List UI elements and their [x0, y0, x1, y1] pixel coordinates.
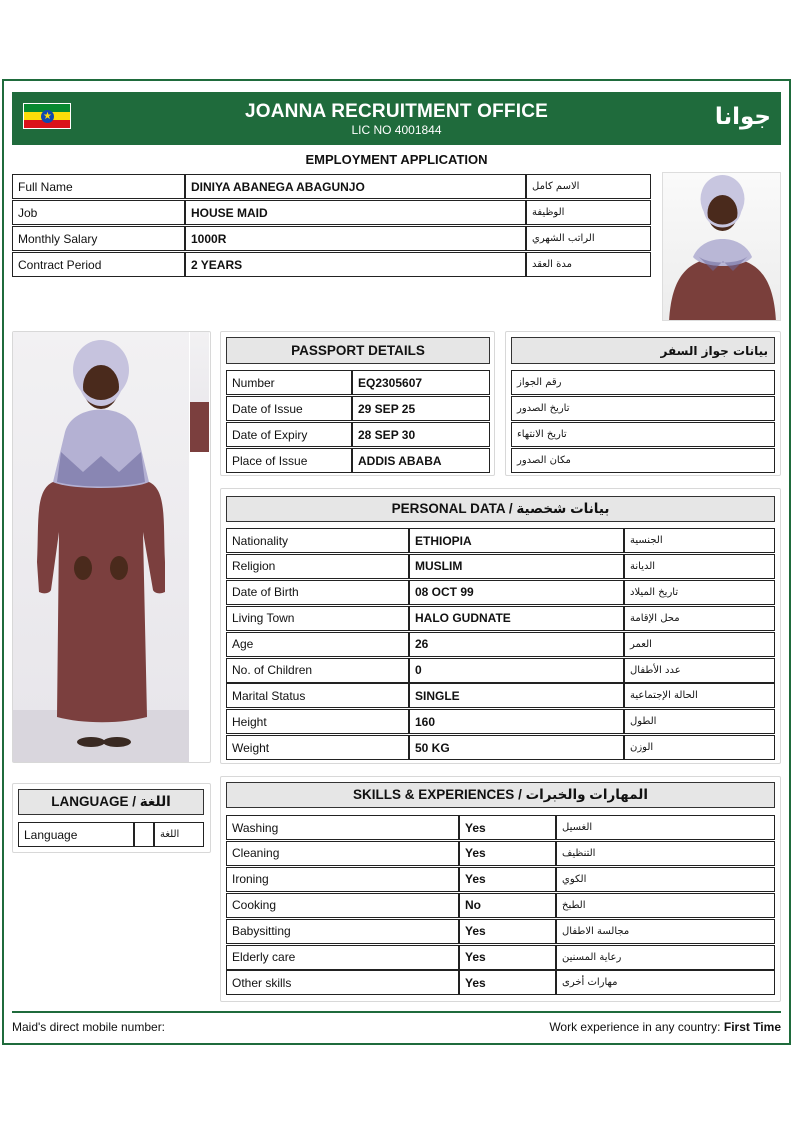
- skill-ar: الطبخ: [556, 893, 775, 918]
- skill-row: [226, 815, 775, 840]
- skill-ar: الغسيل: [556, 815, 775, 840]
- passport-label: Date of Issue: [226, 396, 352, 421]
- skills-title: SKILLS & EXPERIENCES / المهارات والخبرات: [226, 782, 775, 808]
- personal-ar: الجنسية: [624, 528, 775, 553]
- language-title: LANGUAGE / اللغة: [18, 789, 204, 815]
- personal-ar: محل الإقامة: [624, 606, 775, 631]
- skill-label: Cleaning: [226, 841, 459, 866]
- personal-value: 160: [409, 709, 624, 734]
- skill-label: Washing: [226, 815, 459, 840]
- office-name-arabic: جوانا: [714, 104, 771, 130]
- passport-ar: رقم الجواز: [511, 370, 775, 395]
- main-info-value: 1000R: [185, 226, 526, 251]
- skill-label: Ironing: [226, 867, 459, 892]
- main-info-row: [12, 226, 651, 251]
- skill-ar: رعاية المسنين: [556, 945, 775, 970]
- footer-divider: [12, 1011, 781, 1013]
- skill-ar: مجالسة الاطفال: [556, 919, 775, 944]
- personal-value: ETHIOPIA: [409, 528, 624, 553]
- personal-row: [226, 528, 775, 553]
- skill-value: Yes: [459, 970, 556, 995]
- personal-ar: الحالة الإجتماعية: [624, 683, 775, 708]
- skill-ar: التنظيف: [556, 841, 775, 866]
- full-body-photo: [13, 332, 189, 762]
- skill-row: [226, 970, 775, 995]
- personal-value: SINGLE: [409, 683, 624, 708]
- personal-row: [226, 658, 775, 683]
- passport-value: ADDIS ABABA: [352, 448, 490, 473]
- mobile-label: Maid's direct mobile number:: [12, 1020, 166, 1034]
- personal-value: HALO GUDNATE: [409, 606, 624, 631]
- ethiopia-flag-icon: ★: [23, 103, 71, 129]
- personal-data-title: PERSONAL DATA / بيانات شخصية: [226, 496, 775, 522]
- skill-label: Other skills: [226, 970, 459, 995]
- work-experience: [549, 1020, 781, 1034]
- passport-value: 29 SEP 25: [352, 396, 490, 421]
- language-row: [18, 822, 204, 847]
- main-info-ar: الوظيفة: [526, 200, 651, 225]
- personal-ar: تاريخ الميلاد: [624, 580, 775, 605]
- main-info-row: [12, 200, 651, 225]
- skill-value: Yes: [459, 919, 556, 944]
- personal-ar: الطول: [624, 709, 775, 734]
- personal-label: Marital Status: [226, 683, 409, 708]
- skill-value: Yes: [459, 815, 556, 840]
- passport-row: [226, 370, 775, 395]
- personal-value: 08 OCT 99: [409, 580, 624, 605]
- main-info-ar: مدة العقد: [526, 252, 651, 277]
- main-info-label: Job: [12, 200, 185, 225]
- language-value: [134, 822, 154, 847]
- passport-label: Date of Expiry: [226, 422, 352, 447]
- passport-title-arabic: بيانات جواز السفر: [511, 337, 775, 364]
- portrait-photo: [662, 172, 781, 321]
- main-info-label: Monthly Salary: [12, 226, 185, 251]
- personal-ar: العمر: [624, 632, 775, 657]
- personal-label: Date of Birth: [226, 580, 409, 605]
- skill-label: Elderly care: [226, 945, 459, 970]
- personal-ar: عدد الأطفال: [624, 658, 775, 683]
- main-info-ar: الراتب الشهري: [526, 226, 651, 251]
- passport-label: Number: [226, 370, 352, 395]
- passport-row: [226, 448, 775, 473]
- main-info-ar: الاسم كامل: [526, 174, 651, 199]
- passport-ar: مكان الصدور: [511, 448, 775, 473]
- personal-row: [226, 580, 775, 605]
- main-info-value: HOUSE MAID: [185, 200, 526, 225]
- mobile-number: [12, 1020, 165, 1034]
- skill-value: No: [459, 893, 556, 918]
- skill-row: [226, 867, 775, 892]
- skill-ar: مهارات أخرى: [556, 970, 775, 995]
- main-info-label: Contract Period: [12, 252, 185, 277]
- personal-ar: الوزن: [624, 735, 775, 760]
- personal-label: Religion: [226, 554, 409, 579]
- skill-label: Babysitting: [226, 919, 459, 944]
- personal-label: Height: [226, 709, 409, 734]
- personal-label: No. of Children: [226, 658, 409, 683]
- skill-row: [226, 841, 775, 866]
- experience-value: First Time: [723, 1020, 781, 1034]
- personal-value: 50 KG: [409, 735, 624, 760]
- personal-row: [226, 606, 775, 631]
- personal-label: Age: [226, 632, 409, 657]
- main-info-label: Full Name: [12, 174, 185, 199]
- skill-value: Yes: [459, 867, 556, 892]
- personal-value: 26: [409, 632, 624, 657]
- personal-row: [226, 683, 775, 708]
- passport-value: EQ2305607: [352, 370, 490, 395]
- skill-label: Cooking: [226, 893, 459, 918]
- personal-label: Weight: [226, 735, 409, 760]
- passport-row: [226, 396, 775, 421]
- main-info-value: 2 YEARS: [185, 252, 526, 277]
- skill-row: [226, 919, 775, 944]
- personal-label: Living Town: [226, 606, 409, 631]
- personal-value: 0: [409, 658, 624, 683]
- passport-title: PASSPORT DETAILS: [226, 337, 490, 364]
- personal-value: MUSLIM: [409, 554, 624, 579]
- passport-ar: تاريخ الانتهاء: [511, 422, 775, 447]
- skill-value: Yes: [459, 945, 556, 970]
- photo-side-strip: [190, 332, 209, 452]
- skill-row: [226, 893, 775, 918]
- personal-label: Nationality: [226, 528, 409, 553]
- personal-row: [226, 709, 775, 734]
- main-info-value: DINIYA ABANEGA ABAGUNJO: [185, 174, 526, 199]
- license-number: LIC NO 4001844: [351, 123, 442, 137]
- office-title: JOANNA RECRUITMENT OFFICE: [244, 101, 549, 122]
- language-label: Language: [18, 822, 134, 847]
- language-label-arabic: اللغة: [154, 822, 204, 847]
- personal-row: [226, 632, 775, 657]
- passport-value: 28 SEP 30: [352, 422, 490, 447]
- passport-ar: تاريخ الصدور: [511, 396, 775, 421]
- skill-row: [226, 945, 775, 970]
- skill-ar: الكوي: [556, 867, 775, 892]
- header-banner: [12, 92, 781, 145]
- experience-label: Work experience in any country:: [549, 1020, 721, 1034]
- application-title: EMPLOYMENT APPLICATION: [305, 152, 488, 167]
- personal-ar: الديانة: [624, 554, 775, 579]
- main-info-row: [12, 252, 651, 277]
- passport-row: [226, 422, 775, 447]
- passport-label: Place of Issue: [226, 448, 352, 473]
- skill-value: Yes: [459, 841, 556, 866]
- personal-row: [226, 554, 775, 579]
- personal-row: [226, 735, 775, 760]
- main-info-row: [12, 174, 651, 199]
